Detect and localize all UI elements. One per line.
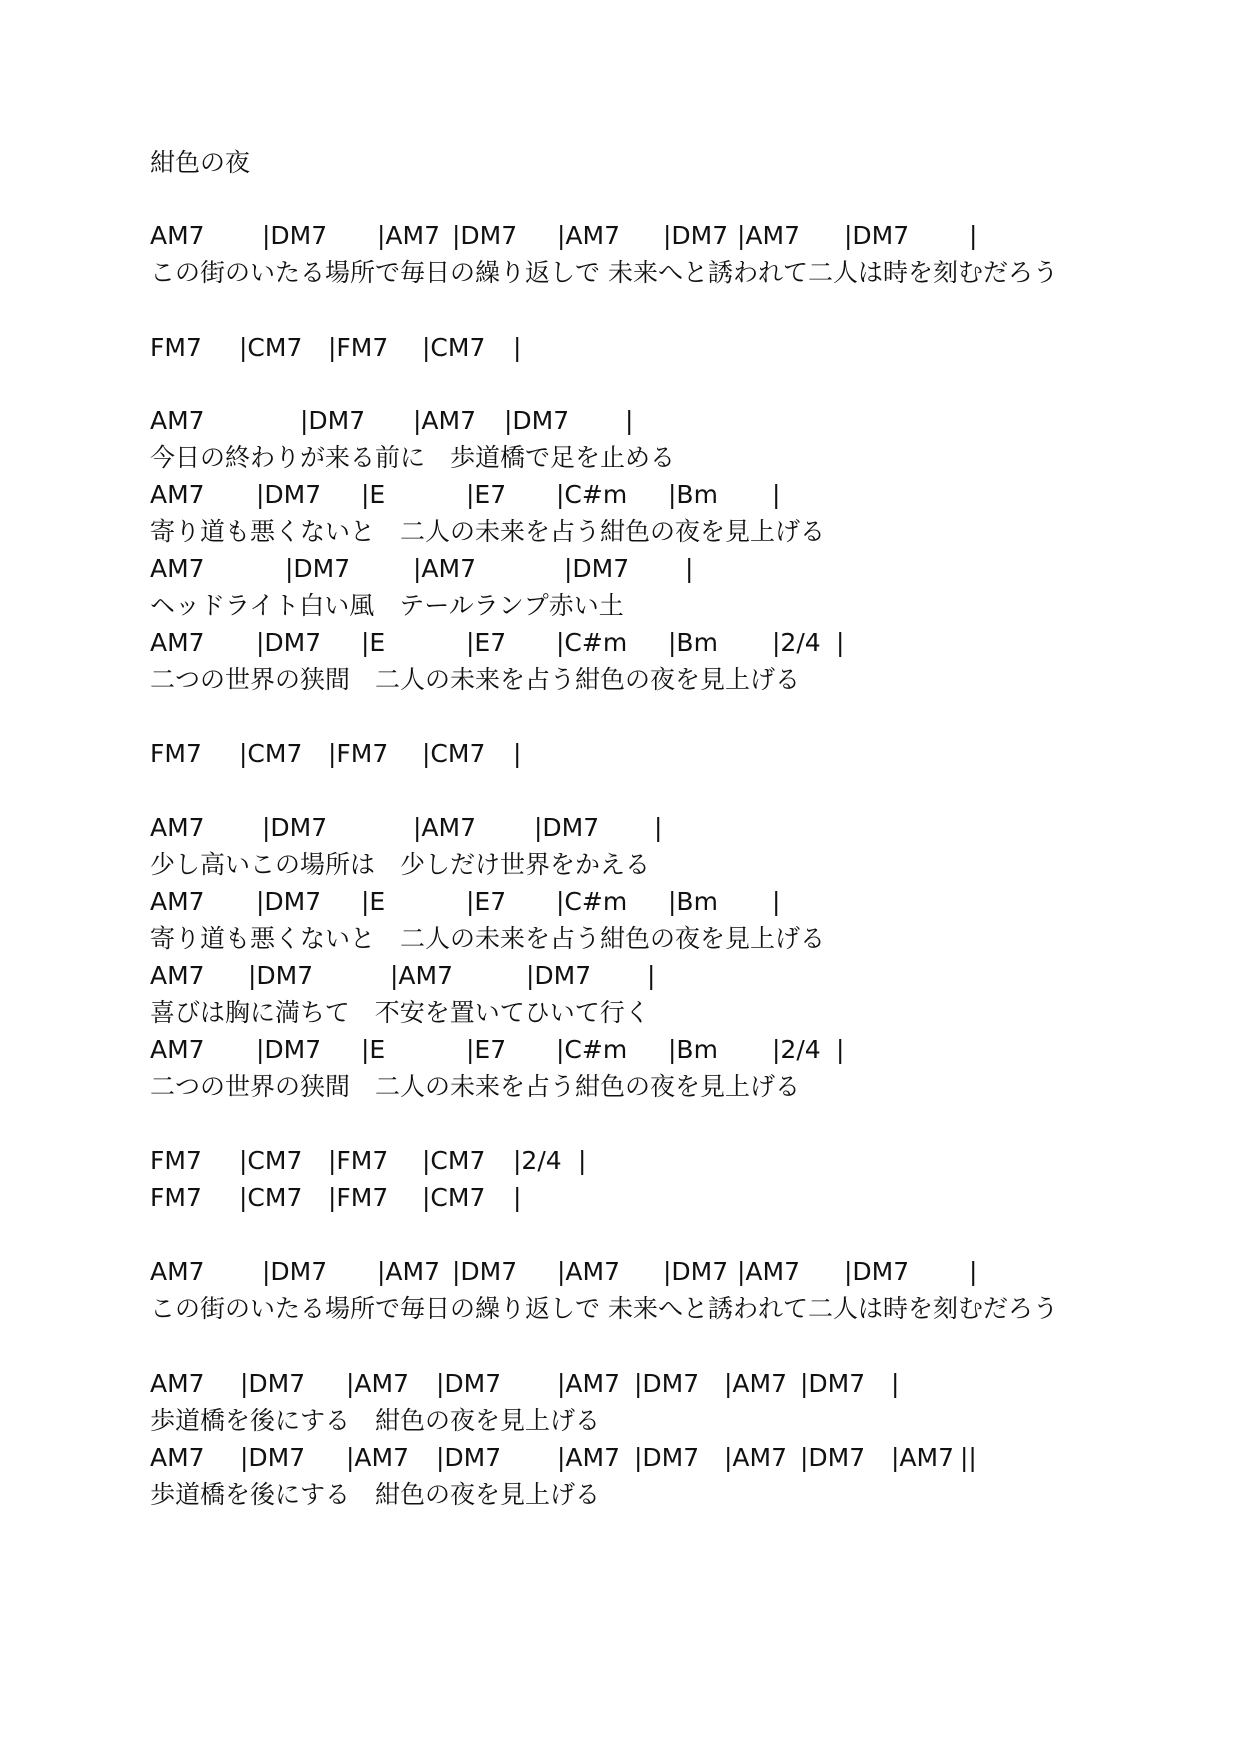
chord-symbol: |E	[361, 480, 386, 509]
lyric-text: 喜びは胸に満ちて 不安を置いてひいて行く	[150, 998, 650, 1027]
chord-symbol: |DM7	[436, 1443, 502, 1472]
chord-symbol: |	[772, 887, 781, 916]
lyric-line	[150, 921, 1150, 957]
chord-symbol: |E7	[466, 480, 507, 509]
chord-symbol: AM7	[150, 813, 205, 842]
chord-symbol: |CM7	[422, 333, 486, 362]
chord-symbol: AM7	[150, 554, 205, 583]
chord-symbol: |	[969, 221, 978, 250]
chord-symbol: |DM7	[663, 1257, 729, 1286]
chord-symbol: |DM7	[256, 887, 322, 916]
chord-symbol: |Bm	[668, 1035, 718, 1064]
chord-symbol: |DM7	[534, 813, 600, 842]
chord-symbol: |DM7	[844, 1257, 910, 1286]
chord-symbol: |	[513, 333, 522, 362]
chord-symbol: |DM7	[262, 221, 328, 250]
chord-symbol: |CM7	[239, 333, 303, 362]
chord-symbol: |AM7	[737, 1257, 801, 1286]
chord-symbol: |E	[361, 1035, 386, 1064]
chord-symbol: |AM7	[891, 1443, 955, 1472]
chord-symbol: AM7	[150, 1369, 205, 1398]
chord-line	[150, 884, 1150, 920]
chord-symbol: |CM7	[422, 1183, 486, 1212]
chord-symbol: |	[654, 813, 663, 842]
chord-symbol: |FM7	[328, 739, 389, 768]
chord-symbol: |E	[361, 628, 386, 657]
chord-symbol: |Bm	[668, 628, 718, 657]
chord-symbol: |	[513, 1183, 522, 1212]
chord-symbol: |C#m	[556, 628, 628, 657]
lyric-line	[150, 514, 1150, 550]
lyric-line	[150, 847, 1150, 883]
chord-line	[150, 1254, 1150, 1290]
chord-symbol: AM7	[150, 1443, 205, 1472]
chord-symbol: |AM7	[413, 813, 477, 842]
chord-symbol: |DM7	[564, 554, 630, 583]
lyric-line	[150, 995, 1150, 1031]
chord-symbol: |2/4	[772, 1035, 821, 1064]
lyric-line	[150, 255, 1150, 291]
chord-symbol: |DM7	[285, 554, 351, 583]
chord-symbol: AM7	[150, 961, 205, 990]
chord-symbol: |AM7	[413, 554, 477, 583]
chord-symbol: |DM7	[240, 1443, 306, 1472]
chord-symbol: FM7	[150, 1183, 202, 1212]
chord-symbol: |DM7	[452, 1257, 518, 1286]
chord-symbol: |	[772, 480, 781, 509]
chord-line	[150, 1366, 1150, 1402]
lyric-text: この街のいたる場所で毎日の繰り返しで 未来へと誘われて二人は時を刻むだろう	[150, 1294, 1058, 1323]
chord-symbol: |	[625, 406, 634, 435]
chord-symbol: |	[836, 628, 845, 657]
chord-symbol: |Bm	[668, 480, 718, 509]
chord-symbol: |CM7	[239, 739, 303, 768]
chord-symbol: |FM7	[328, 1183, 389, 1212]
chord-symbol: |2/4	[772, 628, 821, 657]
chord-symbol: |DM7	[663, 221, 729, 250]
chord-symbol: |E7	[466, 887, 507, 916]
chord-symbol: AM7	[150, 1035, 205, 1064]
chord-symbol: |	[513, 739, 522, 768]
chord-symbol: |CM7	[239, 1146, 303, 1175]
chord-symbol: |AM7	[557, 1257, 621, 1286]
chord-symbol: |E7	[466, 628, 507, 657]
chord-symbol: |FM7	[328, 333, 389, 362]
chord-symbol: |	[891, 1369, 900, 1398]
chord-symbol: |DM7	[256, 1035, 322, 1064]
chord-symbol: AM7	[150, 887, 205, 916]
chord-symbol: AM7	[150, 480, 205, 509]
lyric-line	[150, 588, 1150, 624]
chord-line	[150, 736, 1150, 772]
lyric-text: 寄り道も悪くないと 二人の未来を占う紺色の夜を見上げる	[150, 517, 826, 546]
chord-symbol: |DM7	[248, 961, 314, 990]
chord-symbol: |DM7	[634, 1369, 700, 1398]
chord-symbol: |AM7	[346, 1443, 410, 1472]
chord-symbol: |AM7	[413, 406, 477, 435]
chord-line	[150, 1180, 1150, 1216]
chord-symbol: |AM7	[724, 1369, 788, 1398]
chord-symbol: |AM7	[377, 1257, 441, 1286]
chord-symbol: |E7	[466, 1035, 507, 1064]
chord-symbol: |C#m	[556, 1035, 628, 1064]
lyric-text: 寄り道も悪くないと 二人の未来を占う紺色の夜を見上げる	[150, 924, 826, 953]
lyric-line	[150, 1403, 1150, 1439]
lyric-line	[150, 662, 1150, 698]
chord-symbol: |	[685, 554, 694, 583]
chord-symbol: |DM7	[634, 1443, 700, 1472]
song-title: 紺色の夜	[150, 148, 251, 177]
chord-symbol: |	[647, 961, 656, 990]
chord-symbol: |DM7	[262, 813, 328, 842]
lyric-text: 歩道橋を後にする 紺色の夜を見上げる	[150, 1406, 601, 1435]
chord-symbol: |AM7	[346, 1369, 410, 1398]
lyric-line	[150, 1477, 1150, 1513]
lyric-line	[150, 1291, 1150, 1327]
lyric-text: この街のいたる場所で毎日の繰り返しで 未来へと誘われて二人は時を刻むだろう	[150, 258, 1058, 287]
chord-symbol: |DM7	[800, 1443, 866, 1472]
chord-symbol: |DM7	[452, 221, 518, 250]
chord-symbol: |DM7	[800, 1369, 866, 1398]
chord-symbol: AM7	[150, 628, 205, 657]
chord-symbol: |AM7	[557, 1369, 621, 1398]
lyric-line	[150, 440, 1150, 476]
chord-symbol: ||	[960, 1443, 977, 1472]
chord-line	[150, 477, 1150, 513]
lyric-text: 二つの世界の狭間 二人の未来を占う紺色の夜を見上げる	[150, 1072, 801, 1101]
chord-line	[150, 958, 1150, 994]
chord-symbol: |AM7	[377, 221, 441, 250]
chord-symbol: |CM7	[422, 739, 486, 768]
chord-symbol: |CM7	[239, 1183, 303, 1212]
chord-symbol: |DM7	[256, 628, 322, 657]
lyric-text: 二つの世界の狭間 二人の未来を占う紺色の夜を見上げる	[150, 665, 801, 694]
chord-symbol: |FM7	[328, 1146, 389, 1175]
chord-symbol: |DM7	[256, 480, 322, 509]
chord-symbol: |AM7	[557, 221, 621, 250]
lyric-text: 歩道橋を後にする 紺色の夜を見上げる	[150, 1480, 601, 1509]
chord-symbol: |C#m	[556, 480, 628, 509]
chord-symbol: |DM7	[240, 1369, 306, 1398]
chord-symbol: |2/4	[513, 1146, 562, 1175]
chord-symbol: |	[578, 1146, 587, 1175]
chord-symbol: |DM7	[262, 1257, 328, 1286]
chord-line	[150, 403, 1150, 439]
chord-line	[150, 1440, 1150, 1476]
chord-symbol: |AM7	[557, 1443, 621, 1472]
chord-symbol: |C#m	[556, 887, 628, 916]
chord-symbol: |	[969, 1257, 978, 1286]
chord-line	[150, 1143, 1150, 1179]
chord-symbol: |DM7	[436, 1369, 502, 1398]
chord-line	[150, 218, 1150, 254]
chord-symbol: |E	[361, 887, 386, 916]
lyric-text: ヘッドライト白い風 テールランプ赤い土	[150, 591, 624, 620]
chord-symbol: |CM7	[422, 1146, 486, 1175]
chord-symbol: |DM7	[526, 961, 592, 990]
chord-line	[150, 625, 1150, 661]
chord-line	[150, 551, 1150, 587]
chord-symbol: FM7	[150, 333, 202, 362]
chord-symbol: |DM7	[300, 406, 366, 435]
chord-symbol: |DM7	[844, 221, 910, 250]
chord-symbol: AM7	[150, 406, 205, 435]
chord-symbol: |AM7	[724, 1443, 788, 1472]
chord-line	[150, 1032, 1150, 1068]
chord-symbol: FM7	[150, 1146, 202, 1175]
chord-symbol: AM7	[150, 1257, 205, 1286]
chord-symbol: AM7	[150, 221, 205, 250]
chord-line	[150, 330, 1150, 366]
chord-symbol: FM7	[150, 739, 202, 768]
chord-line	[150, 810, 1150, 846]
lyric-text: 今日の終わりが来る前に 歩道橋で足を止める	[150, 443, 676, 472]
chord-symbol: |	[836, 1035, 845, 1064]
lyric-text: 少し高いこの場所は 少しだけ世界をかえる	[150, 850, 651, 879]
chord-symbol: |AM7	[390, 961, 454, 990]
chord-symbol: |Bm	[668, 887, 718, 916]
chord-symbol: |AM7	[737, 221, 801, 250]
lyric-line	[150, 1069, 1150, 1105]
chord-symbol: |DM7	[504, 406, 570, 435]
